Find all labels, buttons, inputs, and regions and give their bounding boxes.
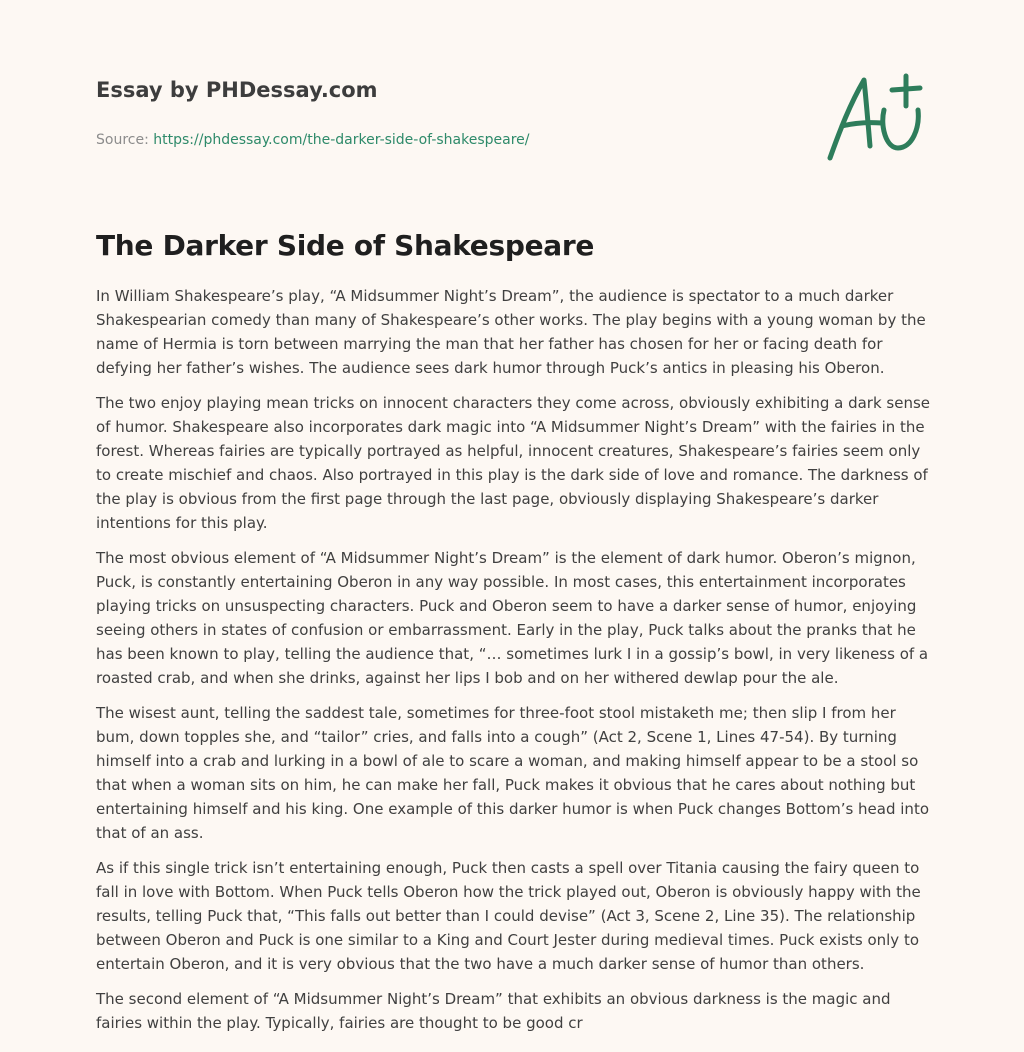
essay-title: The Darker Side of Shakespeare [96,229,595,262]
brand-title: Essay by PHDessay.com [96,78,378,102]
essay-paragraph: The second element of “A Midsummer Night’s Dream” that exhibits an obvious darkness is the magic and fairies within the play. Typically, fairies are thought to be good cr [96,990,891,1032]
a-plus-grade-icon [822,68,932,168]
essay-paragraph: As if this single trick isn’t entertaining enough, Puck then casts a spell over Titania causing the fairy queen to fall in love with Bottom. When Puck tells Oberon how the trick played out, Oberon is obviously happy with the results, telling Puck that, “This falls out better than I could devise” (Act 3, Scene 2, Line 35). The relationship between Oberon and Puck is one similar to a King and Court Jester during medieval times. Puck exists only to entertain Oberon, and it is very obvious that the two have a much darker sense of humor than others. [96,859,921,973]
source-line [96,130,796,150]
essay-paragraph: The two enjoy playing mean tricks on innocent characters they come across, obviously exhibiting a dark sense of humor. Shakespeare also incorporates dark magic into “A Midsummer Night’s Dream” with the fairies in the forest. Whereas fairies are typically portrayed as helpful, innocent creatures, Shakespeare’s fairies seem only to create mischief and chaos. Also portrayed in this play is the dark side of love and romance. The darkness of the play is obvious from the first page through the last page, obviously displaying Shakespeare’s darker intentions for this play. [96,394,931,532]
source-link[interactable]: https://phdessay.com/the-darker-side-of-shakespeare/ [153,132,530,148]
essay-paragraph: In William Shakespeare’s play, “A Midsummer Night’s Dream”, the audience is spectator to a much darker Shakespearian comedy than many of Shakespeare’s other works. The play begins with a young woman by the name of Hermia is torn between marrying the man that her father has chosen for her or facing death for defying her father’s wishes. The audience sees dark humor through Puck’s antics in pleasing his Oberon. [96,287,926,377]
source-label: Source: [96,132,149,148]
essay-paragraph: The most obvious element of “A Midsummer Night’s Dream” is the element of dark humor. Oberon’s mignon, Puck, is constantly entertaining Oberon in any way possible. In most cases, this entertainment incorporates playing tricks on unsuspecting characters. Puck and Oberon seem to have a darker sense of humor, enjoying seeing others in states of confusion or embarrassment. Early in the play, Puck talks about the pranks that he has been known to play, telling the audience that, “… sometimes lurk I in a gossip’s bowl, in very likeness of a roasted crab, and when she drinks, against her lips I bob and on her withered dewlap pour the ale. [96,549,929,687]
page-header [96,74,796,150]
essay-paragraph: The wisest aunt, telling the saddest tale, sometimes for three-foot stool mistaketh me; then slip I from her bum, down topples she, and “tailor” cries, and falls into a cough” (Act 2, Scene 1, Lines 47-54). By turning himself into a crab and lurking in a bowl of ale to scare a woman, and making himself appear to be a stool so that when a woman sits on him, he can make her fall, Puck makes it obvious that he cares about nothing but entertaining himself and his king. One example of this darker humor is when Puck changes Bottom’s head into that of an ass. [96,704,929,842]
essay-body [96,284,936,1046]
